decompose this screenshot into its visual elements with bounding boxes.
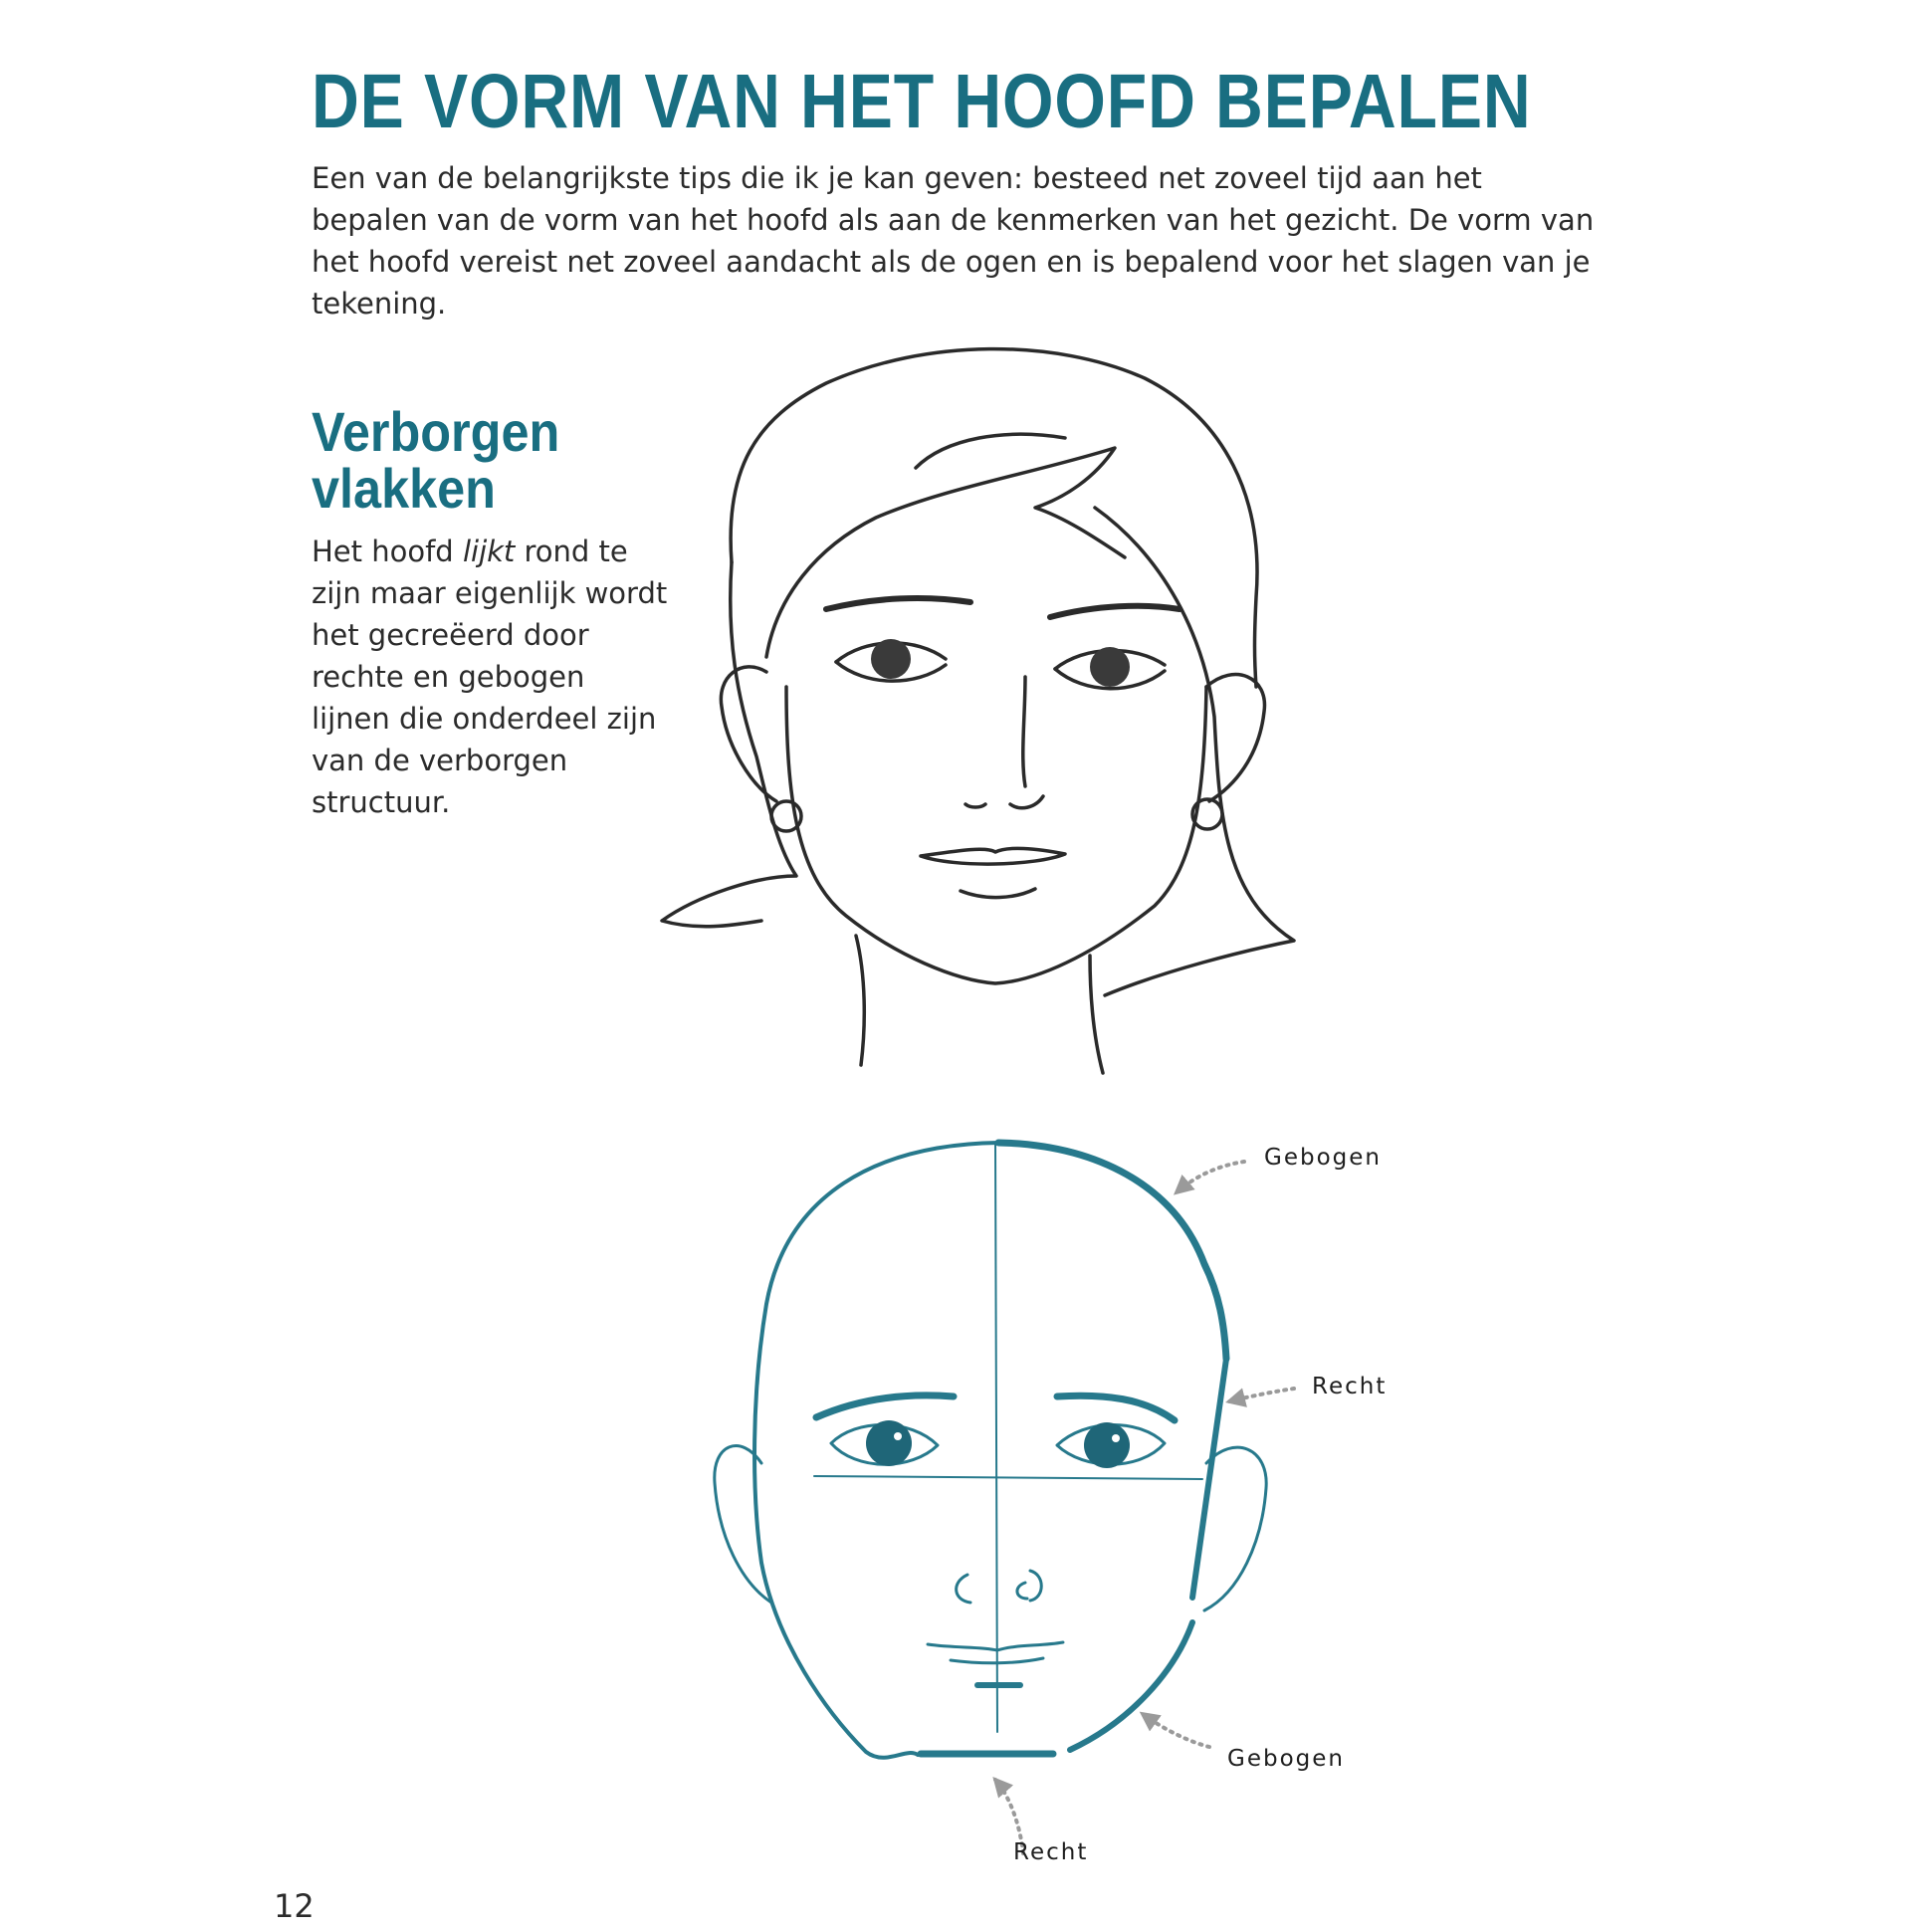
diagram-iris-left bbox=[866, 1420, 912, 1466]
head-curve-lower-right bbox=[1070, 1622, 1192, 1750]
intro-paragraph: Een van de belangrijkste tips die ik je kan geven: besteed net zoveel tijd aan het bepalen van de vorm van het hoofd als aan de kenmerken van het gezicht. De vorm van het hoofd vereist net zoveel aandacht als de ogen en is bepalend voor het slagen van je tekening. bbox=[312, 161, 1595, 321]
label-curved-lower: Gebogen bbox=[1227, 1746, 1345, 1772]
diagram-nostril-right bbox=[1030, 1571, 1041, 1601]
arrow-straight-right bbox=[1229, 1389, 1294, 1401]
diagram-highlight-left bbox=[894, 1432, 902, 1440]
label-curved-top: Gebogen bbox=[1264, 1145, 1382, 1171]
diagram-iris-right bbox=[1084, 1422, 1130, 1468]
diagram-eyebrow-right bbox=[1057, 1395, 1175, 1420]
diagram-ear-right bbox=[1204, 1447, 1266, 1610]
diagram-ear-left bbox=[715, 1446, 771, 1603]
page-number: 12 bbox=[274, 1887, 315, 1925]
head-curve-top-right bbox=[998, 1143, 1226, 1359]
diagram-nose-tip bbox=[1017, 1583, 1027, 1599]
diagram-mouth-upper bbox=[928, 1642, 1063, 1650]
section-text-end: rond te zijn maar eigenlijk wordt het gecreëerd door rechte en gebogen lijnen die onderdeel zijn van de verborgen structuur. bbox=[312, 535, 668, 819]
diagram-eyebrow-left bbox=[816, 1395, 954, 1417]
vertical-guideline bbox=[995, 1145, 997, 1732]
label-straight-side: Recht bbox=[1312, 1374, 1388, 1399]
label-straight-chin: Recht bbox=[1013, 1839, 1089, 1865]
diagram-nostril-left bbox=[957, 1575, 970, 1603]
diagram-highlight-right bbox=[1112, 1434, 1120, 1442]
horizontal-guideline bbox=[814, 1476, 1202, 1479]
section-heading: Verborgen vlakken bbox=[312, 400, 560, 520]
arrow-curve-lower bbox=[1143, 1714, 1209, 1747]
section-text-start: Het hoofd bbox=[312, 535, 463, 568]
arrow-curve-top bbox=[1177, 1162, 1244, 1192]
page-title: DE VORM VAN HET HOOFD BEPALEN bbox=[312, 59, 1532, 144]
section-text-italic: lijkt bbox=[462, 535, 516, 568]
